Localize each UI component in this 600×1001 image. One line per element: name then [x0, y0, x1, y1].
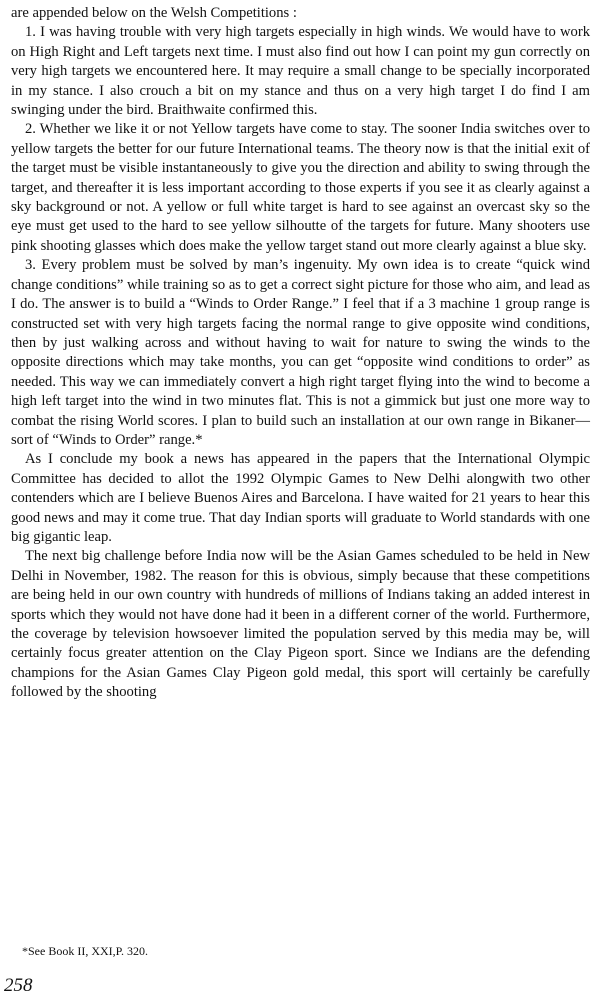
paragraph-olympics: As I conclude my book a news has appeared in the papers that the International Olympic Committee has decided to allot the 1992 Olympic Games to New Delhi alongwith two other contenders which are I believe Buenos Aires and Barcelona. I have waited for 21 years to hear this good news and may it come true. That day Indian sports will graduate to World standards with one big gigantic leap. [11, 451, 590, 545]
paragraph-asian-games: The next big challenge before India now will be the Asian Games scheduled to be held in New Delhi in November, 1982. The reason for this is obvious, simply because that these competitions are being held in our own country with hundreds of millions of Indians taking an added interest in sports which they would not have done had it been in a different corner of the world. Furthermore, the coverage by television howsoever limited the population served by this media may be, will certainly focus greater attention on the Clay Pigeon sport. Since we Indians are the defending champions for the Asian Games Clay Pigeon gold medal, this sport will certainly be carefully followed by the shooting [11, 548, 590, 701]
paragraph-intro: are appended below on the Welsh Competitions : [11, 5, 297, 21]
paragraph-point-2: 2. Whether we like it or not Yellow targets have come to stay. The sooner India switches over to yellow targets the better for our future International teams. The theory now is that the initial exit of the target must be visible instantaneously to give you the direction and ability to swing through the target, and thereafter it is less important according to those experts if you see it as clearly against a sky background or not. A yellow or full white target is hard to see against an overcast sky so the eye must get used to the hard to see yellow silhoutte of the targets for future. Many shooters use pink shooting glasses which does make the yellow target stand out more clearly against a blue sky. [11, 121, 590, 254]
paragraph-point-1: 1. I was having trouble with very high targets especially in high winds. We would have to work on High Right and Left targets next time. I must also find out how I can point my gun correctly on very high targets we encountered here. It may require a small change to be specially incorporated in my stance. I also crouch a bit on my stance and thus on a very high target I do find I am swinging under the bird. Braithwaite confirmed this. [11, 24, 590, 119]
page-number: 258 [4, 975, 33, 996]
body-text [11, 4, 590, 703]
paragraph-point-3: 3. Every problem must be solved by man’s ingenuity. My own idea is to create “quick wind change conditions” while training so as to get a correct sight picture for those who aim, and lead as I do. The answer is to build a “Winds to Order Range.” I feel that if a 3 machine 1 group range is constructed set with very high targets facing the normal range to give opposite wind conditions, then by just walking across and without having to wait for nature to swing the winds to the opposite directions which may take months, you can get “opposite wind conditions to order” as needed. This way we can immediately convert a high right target flying into the wind to become a high left target into the wind in two minutes flat. This is not a gimmick but just one more way to combat the rising World scores. I plan to build such an installation at our own range in Bikaner—sort of “Winds to Order” range.* [11, 257, 590, 448]
footnote: *See Book II, XXI,P. 320. [22, 944, 148, 958]
